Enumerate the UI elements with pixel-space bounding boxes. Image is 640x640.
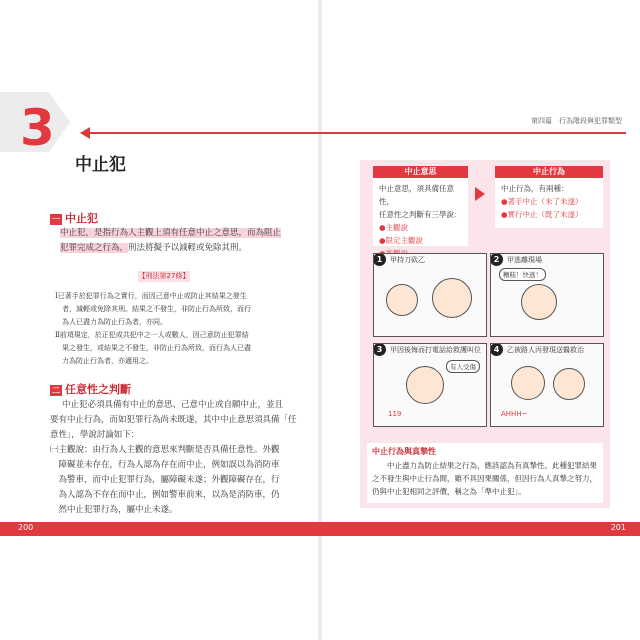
sound-effect: AHHH~ — [501, 410, 528, 418]
chapter-number: 3 — [20, 99, 55, 157]
section1-heading — [50, 210, 98, 226]
box1-line: 中止意思，須具備任意性， — [379, 184, 454, 206]
comic-panel-1 — [373, 253, 487, 337]
law-line: Ⅰ已著手於犯罪行為之實行，而因己意中止或防止其結果之發生 — [55, 292, 247, 300]
speech-bubble: 糟糕！快逃！ — [499, 268, 546, 281]
box1-title: 中止意思 — [373, 166, 468, 178]
law-label: 【刑法第27條】 — [138, 272, 190, 280]
law-line: 者，減輕或免除其刑。結果之不發生，非防止行為所致，而行 — [55, 305, 251, 313]
section2-line: 然中止犯罪行為，屬中止未遂。 — [50, 505, 178, 515]
section2-line: 障礙並未存在，行為人認為存在而中止，例如誤以為消防車 — [50, 460, 280, 470]
comic-number: 1 — [373, 253, 386, 266]
comic-panel-4 — [490, 343, 604, 427]
flow-arrow — [475, 187, 485, 201]
law-line: 果之發生，或結果之不發生，非防止行為所致，而行為人已盡 — [55, 344, 251, 352]
comic-panel-2 — [490, 253, 604, 337]
comic-number: 2 — [490, 253, 503, 266]
section1-line2-rest: 刑法將擬予以減輕或免除其刑。 — [128, 243, 248, 253]
character-face — [386, 284, 418, 316]
law-line: Ⅱ前項規定，於正犯或共犯中之一人或數人，因己意防止犯罪結 — [55, 331, 249, 339]
note-title: 中止行為與真摯性 — [372, 447, 436, 456]
character-face — [432, 278, 472, 318]
section2-line: 為人認為不存在而中止，例如警車前來，以為是消防車，仍 — [50, 490, 280, 500]
section1-line2: 犯罪完成之行為， — [60, 243, 129, 253]
comic-caption: 乙被路人丙發現送醫救治 — [507, 346, 584, 354]
footer-bar — [0, 522, 640, 536]
page-number-left: 200 — [18, 523, 34, 532]
section2-line: 要有中止行為，而如犯罪行為尚未既遂，其中中止意思須具備「任 — [50, 415, 297, 425]
header-rule — [86, 132, 626, 134]
section2-line: ㈠主觀說：由行為人主觀的意思來判斷是否具備任意性。外觀 — [50, 445, 280, 455]
character-face — [511, 366, 545, 400]
box2-line: 中止行為，有兩種： — [501, 184, 569, 193]
character-face — [553, 368, 585, 400]
comic-caption: 甲持刀砍乙 — [390, 256, 425, 264]
character-face — [406, 366, 444, 404]
comic-number: 4 — [490, 343, 503, 356]
section2-title: 任意性之判斷 — [65, 383, 131, 396]
section2-mark: 二 — [52, 385, 60, 395]
section2-line: 意性」，學說討論如下： — [50, 430, 140, 440]
speech-bubble: 有人受傷 — [446, 360, 480, 373]
box2-title: 中止行為 — [495, 166, 603, 178]
sound-effect: 119 — [388, 410, 402, 418]
box2-line: ●實行中止（既了未遂） — [501, 210, 583, 219]
box1-body — [373, 178, 468, 246]
running-head: 第四篇 行為階段與犯罪類型 — [531, 117, 622, 125]
law-line: 為人已盡力為防止行為者，亦同。 — [55, 318, 167, 326]
box2-body — [495, 178, 603, 228]
box1-line: ●主觀說 — [379, 223, 409, 232]
character-face — [521, 284, 557, 320]
comic-caption: 甲因後悔而打電話給救護叫位 — [390, 346, 481, 354]
section1-title: 中止犯 — [65, 212, 98, 225]
law-line: 力為防止行為者，亦適用之。 — [55, 357, 153, 365]
note-text: 中止盡力為防止結果之行為，應該認為有真摯性。此種犯罪結果之不發生與中止行為間，雖不具因果關係，但因行為人真摯之努力，仍與中止犯相同之評價，稱之為「準中止犯」。 — [372, 461, 597, 496]
section2-line: 中止犯必須具備有中止的意思、己意中止或自願中止，並且 — [62, 400, 284, 410]
law-text — [55, 290, 280, 368]
section2-line: 為警車，而中止犯罪行為，屬障礙未遂；外觀障礙存在，行 — [50, 475, 280, 485]
section1-line1: 中止犯，是指行為人主觀上須有任意中止之意思，而為阻止 — [60, 228, 282, 238]
comic-caption: 甲逃離現場 — [507, 256, 542, 264]
section2-heading — [50, 381, 131, 397]
page-number-right: 201 — [610, 523, 626, 532]
chapter-title: 中止犯 — [75, 155, 126, 175]
box1-line: ●限定主觀說 — [379, 236, 424, 245]
box1-line: 任意性之判斷有三學說： — [379, 210, 462, 219]
section1-paragraph — [60, 226, 290, 256]
section1-mark: 一 — [52, 214, 60, 224]
comic-number: 3 — [373, 343, 386, 356]
section2-paragraph — [50, 398, 300, 518]
box2-line: ●著手中止（未了未遂） — [501, 197, 583, 206]
page-fold — [318, 0, 322, 640]
comic-panel-3 — [373, 343, 487, 427]
